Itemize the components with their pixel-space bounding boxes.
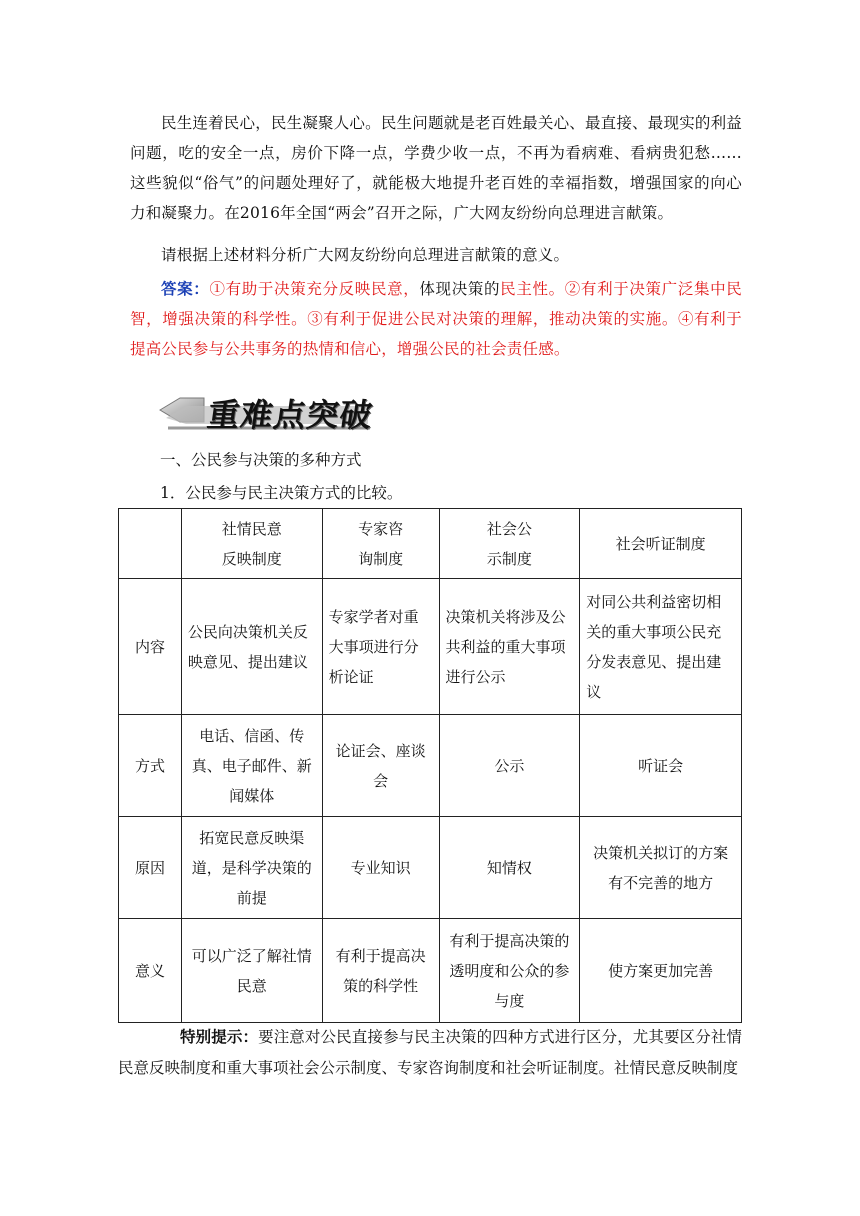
table-cell: 使方案更加完善 [580,919,742,1023]
table-cell: 专家学者对重大事项进行分析论证 [322,579,439,715]
header-expert-line2: 询制度 [358,549,404,568]
table-cell: 公示 [439,715,580,817]
table-cell: 决策机关拟订的方案有不完善的地方 [580,817,742,919]
table-cell: 拓宽民意反映渠道，是科学决策的前提 [181,817,322,919]
table-row [119,715,742,817]
table-cell: 听证会 [580,715,742,817]
answer-text-3: 民主性。②有利于决策广泛集中民智，增强决策的科学性。③有利于促进公民对决策的理解，推动决策的实施。④有利于提高公民参与公共事务的热情和信心，增强公民的社会责任感。 [130,280,742,358]
table-cell: 知情权 [439,817,580,919]
table-cell: 有利于提高决策的科学性 [322,919,439,1023]
answer-text-1: ①有助于决策充分反映民意， [209,280,420,298]
table-header-row [119,509,742,579]
table-header-cell: 社会听证制度 [580,509,742,579]
table-header-cell [181,509,322,579]
table-header-cell [322,509,439,579]
answer-label: 答案： [161,280,210,298]
section-heading: 一、公民参与决策的多种方式 [160,451,362,469]
special-note [118,1022,742,1084]
table-row-label: 方式 [119,715,182,817]
table-header-cell [119,509,182,579]
table-row-label: 意义 [119,919,182,1023]
header-social-line1: 社情民意 [221,519,282,538]
answer-text-2: 体现决策的 [419,280,501,298]
table-cell: 有利于提高决策的透明度和公众的参与度 [439,919,580,1023]
table-row-label: 内容 [119,579,182,715]
table-row [119,817,742,919]
header-social-line2: 反映制度 [221,549,282,568]
table-row-label: 原因 [119,817,182,919]
table-cell: 可以广泛了解社情民意 [181,919,322,1023]
section-banner [158,384,376,436]
intro-paragraph: 民生连着民心，民生凝聚人心。民生问题就是老百姓最关心、最直接、最现实的利益问题，吃的安全一点，房价下降一点，学费少收一点，不再为看病难、看病贵犯愁……这些貌似“俗气”的问题处理好了，就能极大地提升老百姓的幸福指数，增强国家的向心力和凝聚力。在2016年全国“两会”召开之际，广大网友纷纷向总理进言献策。 [130,114,742,222]
header-public-line1: 社会公 [486,519,532,538]
header-expert-line1: 专家咨 [358,519,404,538]
table-row [119,919,742,1023]
header-public-line2: 示制度 [486,549,532,568]
table-cell: 对同公共利益密切相关的重大事项公民充分发表意见、提出建议 [580,579,742,715]
banner-title: 重难点突破 [205,396,376,434]
table-header-cell [439,509,580,579]
section-subheading: 1．公民参与民主决策方式的比较。 [160,484,403,502]
table-row [119,579,742,715]
table-cell: 专业知识 [322,817,439,919]
note-label: 特别提示： [180,1028,259,1046]
question-paragraph: 请根据上述材料分析广大网友纷纷向总理进言献策的意义。 [161,246,570,264]
table-cell: 决策机关将涉及公共利益的重大事项进行公示 [439,579,580,715]
table-cell: 论证会、座谈会 [322,715,439,817]
table-cell: 公民向决策机关反映意见、提出建议 [181,579,322,715]
note-text: 要注意对公民直接参与民主决策的四种方式进行区分，尤其要区分社情民意反映制度和重大事项社会公示制度、专家咨询制度和社会听证制度。社情民意反映制度 [118,1028,742,1077]
answer-paragraph [130,274,742,364]
table-cell: 电话、信函、传真、电子邮件、新闻媒体 [181,715,322,817]
comparison-table [118,508,742,1023]
